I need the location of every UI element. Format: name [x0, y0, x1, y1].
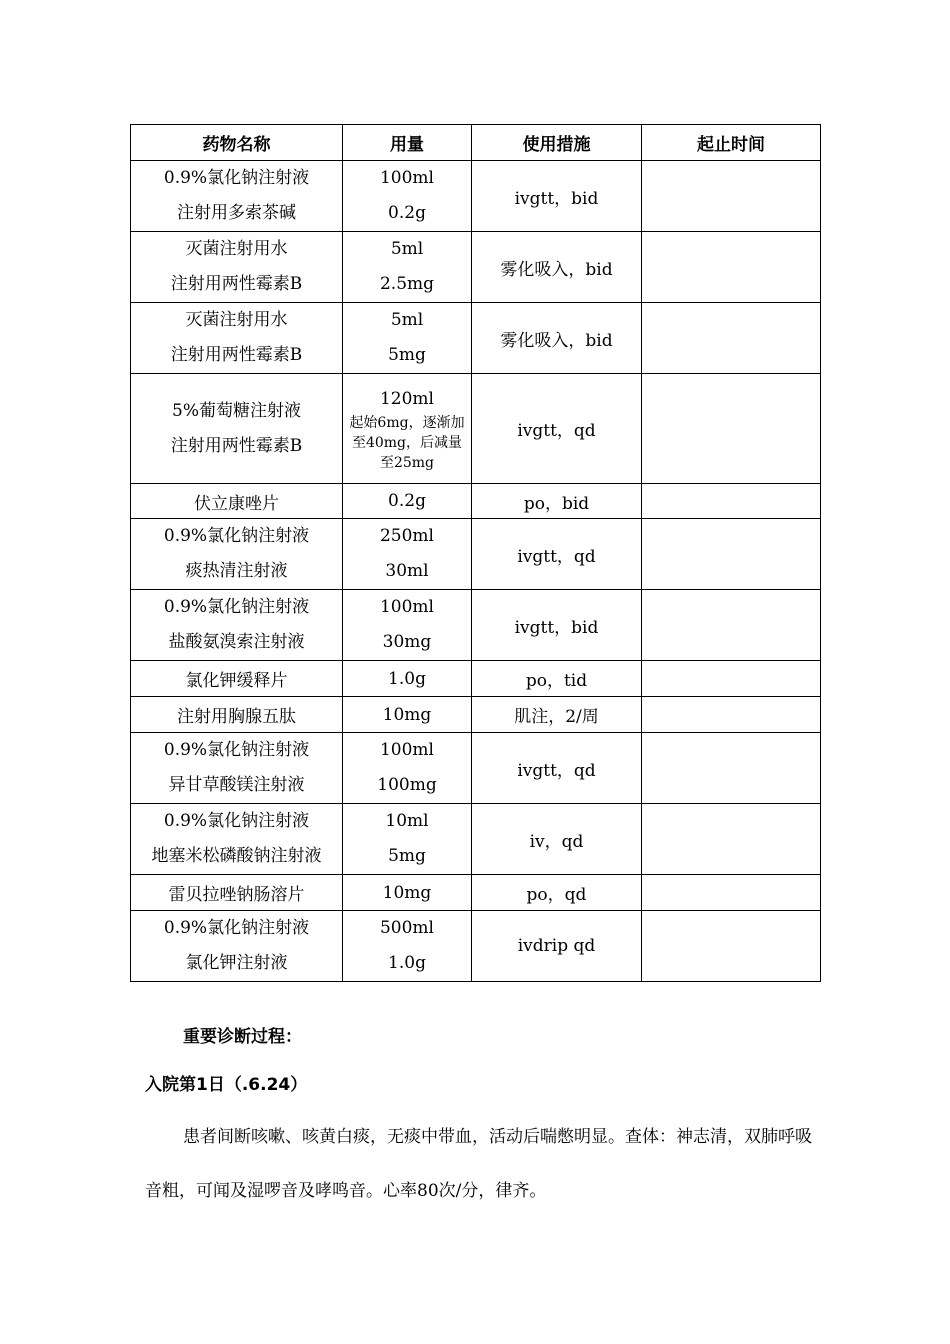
dose: 250ml [379, 526, 434, 546]
drug-name: 0.9%氯化钠注射液 [163, 526, 310, 546]
day-title: 入院第1日（.6.24） [145, 1075, 308, 1095]
dose-cell [343, 303, 472, 374]
dose: 5mg [388, 345, 426, 365]
drug-name: 异甘草酸镁注射液 [168, 775, 305, 795]
clinical-paragraph: 患者间断咳嗽、咳黄白痰，无痰中带血，活动后喘憋明显。查体：神志清，双肺呼吸音粗，可闻及湿啰音及哮鸣音。心率80次/分，律齐。 [145, 1127, 812, 1201]
header-drug-name: 药物名称 [131, 125, 343, 161]
dose-cell [343, 374, 472, 484]
dose-cell [343, 733, 472, 804]
drug-name-cell [131, 519, 343, 590]
usage-cell: po，qd [472, 875, 642, 911]
drug-name: 注射用两性霉素B [170, 274, 303, 294]
drug-name: 注射用多索茶碱 [177, 203, 296, 223]
header-usage: 使用措施 [472, 125, 642, 161]
table-row [131, 161, 821, 232]
medication-table [130, 124, 821, 982]
usage-cell: ivgtt，bid [472, 161, 642, 232]
table-row [131, 733, 821, 804]
dose: 120ml [379, 388, 434, 409]
drug-name: 氯化钾注射液 [185, 953, 288, 973]
drug-name: 灭菌注射用水 [185, 310, 288, 330]
dose: 30mg [382, 632, 432, 652]
period-cell [642, 804, 821, 875]
dose: 30ml [385, 561, 429, 581]
dose: 500ml [379, 918, 434, 938]
usage-cell: ivgtt，qd [472, 374, 642, 484]
table-row [131, 875, 821, 911]
drug-name: 0.9%氯化钠注射液 [163, 168, 310, 188]
usage-cell: ivgtt，qd [472, 733, 642, 804]
dose: 100ml [379, 597, 434, 617]
usage-cell: 雾化吸入，bid [472, 232, 642, 303]
period-cell [642, 161, 821, 232]
drug-name: 0.9%氯化钠注射液 [163, 740, 310, 760]
table-row [131, 697, 821, 733]
dose: 5ml [390, 310, 424, 330]
dose: 2.5mg [379, 274, 435, 294]
usage-cell: 雾化吸入，bid [472, 303, 642, 374]
drug-name-cell [131, 374, 343, 484]
table-row [131, 232, 821, 303]
period-cell [642, 303, 821, 374]
table-row [131, 804, 821, 875]
dose-cell: 0.2g [343, 484, 472, 519]
usage-cell: po，tid [472, 661, 642, 697]
drug-name: 灭菌注射用水 [185, 239, 288, 259]
dose-cell: 10mg [343, 697, 472, 733]
drug-name-cell [131, 232, 343, 303]
usage-cell: iv，qd [472, 804, 642, 875]
drug-name-cell: 雷贝拉唑钠肠溶片 [131, 875, 343, 911]
period-cell [642, 875, 821, 911]
period-cell [642, 733, 821, 804]
table-row [131, 484, 821, 519]
dose: 10ml [385, 811, 429, 831]
period-cell [642, 697, 821, 733]
header-period: 起止时间 [642, 125, 821, 161]
dose-cell [343, 232, 472, 303]
drug-name: 0.9%氯化钠注射液 [163, 811, 310, 831]
period-cell [642, 484, 821, 519]
dose-cell: 1.0g [343, 661, 472, 697]
period-cell [642, 374, 821, 484]
dose: 0.2g [388, 203, 426, 223]
dose: 1.0g [388, 953, 426, 973]
dose: 5mg [388, 846, 426, 866]
usage-cell: 肌注，2/周 [472, 697, 642, 733]
drug-name-cell [131, 303, 343, 374]
usage-cell: ivgtt，bid [472, 590, 642, 661]
drug-name: 0.9%氯化钠注射液 [163, 918, 310, 938]
table-row [131, 911, 821, 982]
drug-name-cell: 伏立康唑片 [131, 484, 343, 519]
period-cell [642, 590, 821, 661]
header-dose: 用量 [343, 125, 472, 161]
dose-cell: 10mg [343, 875, 472, 911]
usage-cell: po，bid [472, 484, 642, 519]
table-header-row [131, 125, 821, 161]
dose-cell [343, 804, 472, 875]
drug-name: 痰热清注射液 [185, 561, 288, 581]
period-cell [642, 232, 821, 303]
dose-cell [343, 590, 472, 661]
usage-cell: ivdrip qd [472, 911, 642, 982]
drug-name-cell: 氯化钾缓释片 [131, 661, 343, 697]
dose-cell [343, 519, 472, 590]
table-row [131, 303, 821, 374]
section-title: 重要诊断过程： [183, 1027, 302, 1047]
drug-name: 注射用两性霉素B [170, 345, 303, 365]
drug-name: 盐酸氨溴索注射液 [168, 632, 305, 652]
drug-name: 地塞米松磷酸钠注射液 [151, 846, 322, 866]
drug-name-cell [131, 911, 343, 982]
dose: 100ml [379, 740, 434, 760]
drug-name: 0.9%氯化钠注射液 [163, 597, 310, 617]
usage-cell: ivgtt，qd [472, 519, 642, 590]
drug-name-cell [131, 590, 343, 661]
period-cell [642, 911, 821, 982]
period-cell [642, 519, 821, 590]
drug-name-cell [131, 733, 343, 804]
dose: 5ml [390, 239, 424, 259]
table-row [131, 661, 821, 697]
dose-note: 起始6mg，逐渐加至40mg，后减量至25mg [349, 414, 465, 471]
table-row [131, 374, 821, 484]
table-row [131, 590, 821, 661]
drug-name-cell [131, 804, 343, 875]
dose-cell [343, 911, 472, 982]
dose: 100mg [377, 775, 437, 795]
drug-name: 5%葡萄糖注射液 [172, 400, 301, 421]
dose: 100ml [379, 168, 434, 188]
table-row [131, 519, 821, 590]
drug-name-cell: 注射用胸腺五肽 [131, 697, 343, 733]
period-cell [642, 661, 821, 697]
drug-name: 注射用两性霉素B [170, 435, 303, 456]
drug-name-cell [131, 161, 343, 232]
dose-cell [343, 161, 472, 232]
